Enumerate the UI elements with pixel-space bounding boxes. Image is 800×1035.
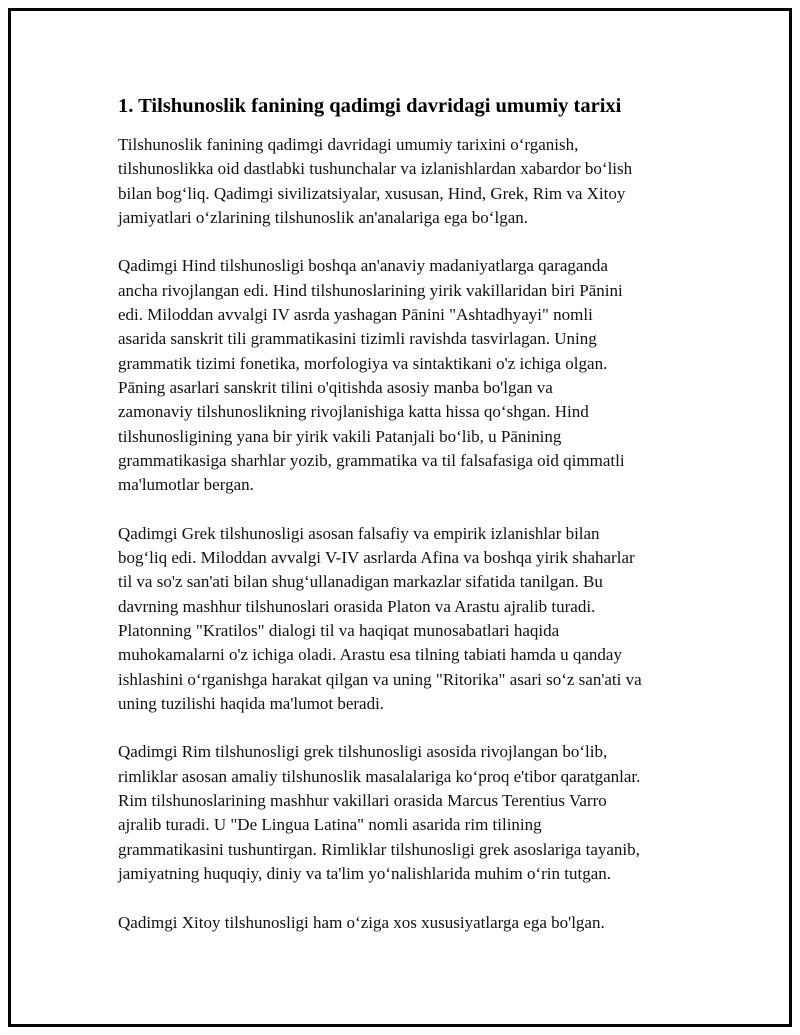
paragraph-chinese-linguistics: [118, 911, 696, 935]
paragraph-line: ancha rivojlangan edi. Hind tilshunoslarining yirik vakillaridan biri Pānini: [118, 280, 623, 300]
paragraph-line: ajralib turadi. U "De Lingua Latina" nomli asarida rim tilining: [118, 815, 542, 835]
paragraph-line: Platonning "Kratilos" dialogi til va haqiqat munosabatlari haqida: [118, 620, 560, 640]
paragraph-line: ma'lumotlar bergan.: [118, 475, 254, 495]
paragraph-line: Qadimgi Hind tilshunosligi boshqa an'anaviy madaniyatlarga qaraganda: [118, 256, 608, 276]
document-body: [118, 93, 696, 959]
paragraph-roman-linguistics: [118, 740, 696, 886]
paragraph-line: grammatikasini tushuntirgan. Rimliklar tilshunosligi grek asoslariga tayanib,: [118, 839, 640, 859]
paragraph-line: asarida sanskrit tili grammatikasini tizimli ravishda tasvirlagan. Uning: [118, 329, 597, 349]
paragraph-line: Qadimgi Xitoy tilshunosligi ham o‘ziga xos xususiyatlarga ega bo'lgan.: [118, 912, 605, 932]
section-heading: 1. Tilshunoslik fanining qadimgi davridagi umumiy tarixi: [118, 95, 622, 117]
paragraph-line: jamiyatning huquqiy, diniy va ta'lim yo‘nalishlarida muhim o‘rin tutgan.: [118, 863, 611, 883]
paragraph-line: ishlashini o‘rganishga harakat qilgan va uning "Ritorika" asari so‘z san'ati va: [118, 669, 642, 689]
paragraph-line: edi. Miloddan avvalgi IV asrda yashagan Pānini "Ashtadhyayi" nomli: [118, 305, 593, 325]
paragraph-line: grammatikasiga sharhlar yozib, grammatika va til falsafasiga oid qimmatli: [118, 450, 625, 470]
paragraph-line: til va so'z san'ati bilan shug‘ullanadigan markazlar sifatida tanilgan. Bu: [118, 572, 603, 592]
paragraph-line: rimliklar asosan amaliy tilshunoslik masalalariga ko‘proq e'tibor qaratganlar.: [118, 766, 641, 786]
paragraph-line: grammatik tizimi fonetika, morfologiya va sintaktikani o'z ichiga olgan.: [118, 353, 608, 373]
paragraph-line: Qadimgi Rim tilshunosligi grek tilshunosligi asosida rivojlangan bo‘lib,: [118, 742, 608, 762]
paragraph-line: zamonaviy tilshunoslikning rivojlanishiga katta hissa qo‘shgan. Hind: [118, 402, 589, 422]
paragraph-line: muhokamalarni o'z ichiga oladi. Arastu esa tilning tabiati hamda u qanday: [118, 645, 622, 665]
paragraph-indian-linguistics: [118, 254, 696, 497]
paragraph-line: bog‘liq edi. Miloddan avvalgi V-IV asrlarda Afina va boshqa yirik shaharlar: [118, 548, 635, 568]
paragraph-greek-linguistics: [118, 522, 696, 716]
paragraph-line: bilan bog‘liq. Qadimgi sivilizatsiyalar, xususan, Hind, Grek, Rim va Xitoy: [118, 183, 626, 203]
paragraph-line: Tilshunoslik fanining qadimgi davridagi umumiy tarixini o‘rganish,: [118, 135, 579, 154]
paragraph-line: tilshunosligining yana bir yirik vakili Patanjali bo‘lib, u Pānining: [118, 426, 562, 446]
paragraph-line: uning tuzilishi haqida ma'lumot beradi.: [118, 693, 385, 713]
paragraph-line: jamiyatlari o‘zlarining tilshunoslik an'analariga ega bo‘lgan.: [118, 207, 528, 227]
paragraph-overview: [118, 133, 696, 230]
paragraph-line: davrning mashhur tilshunoslari orasida Platon va Arastu ajralib turadi.: [118, 596, 596, 616]
paragraph-line: Qadimgi Grek tilshunosligi asosan falsafiy va empirik izlanishlar bilan: [118, 523, 600, 543]
paragraph-line: Pāning asarlari sanskrit tilini o'qitishda asosiy manba bo'lgan va: [118, 377, 553, 397]
paragraph-line: Rim tilshunoslarining mashhur vakillari orasida Marcus Terentius Varro: [118, 791, 607, 811]
paragraph-line: tilshunoslikka oid dastlabki tushunchalar va izlanishlardan xabardor bo‘lish: [118, 159, 633, 179]
